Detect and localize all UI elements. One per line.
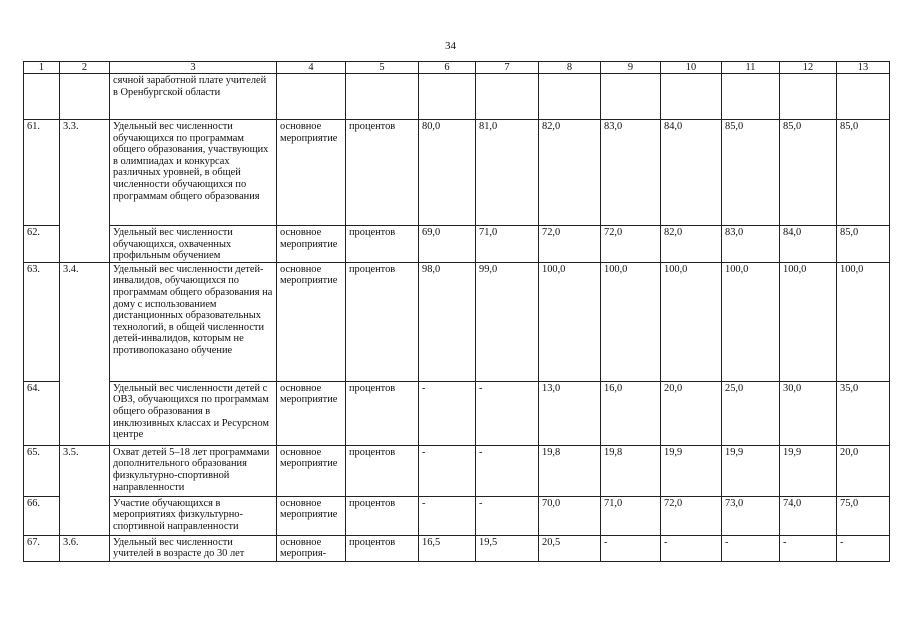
value-cell: 13,0 [539,381,601,445]
value-cell: 71,0 [476,226,539,263]
indicator-type: основное мероприятие [277,445,346,496]
section-number [60,74,110,120]
table-row [24,535,890,561]
value-cell: 19,9 [780,445,837,496]
indicator-unit: процентов [346,535,419,561]
col-header: 3 [110,62,277,74]
row-number: 66. [24,496,60,535]
col-header: 11 [722,62,780,74]
value-cell: 35,0 [837,381,890,445]
value-cell: - [601,535,661,561]
value-cell: 84,0 [780,226,837,263]
value-cell: 20,0 [661,381,722,445]
value-cell [601,74,661,120]
table-row [24,262,890,381]
col-header: 2 [60,62,110,74]
col-header: 5 [346,62,419,74]
value-cell: - [476,496,539,535]
col-header: 4 [277,62,346,74]
value-cell: - [476,381,539,445]
col-header: 1 [24,62,60,74]
value-cell: 100,0 [837,262,890,381]
indicator-name: Удельный вес численности детей с ОВЗ, обучающихся по программам общего образования в инклюзивных классах и Ресурсном центре [110,381,277,445]
col-header: 13 [837,62,890,74]
value-cell: 19,9 [661,445,722,496]
value-cell: 16,5 [419,535,476,561]
value-cell: - [722,535,780,561]
section-number: 3.5. [60,445,110,535]
table-row [24,74,890,120]
indicators-table [23,61,890,562]
value-cell [837,74,890,120]
value-cell: 30,0 [780,381,837,445]
indicator-unit: процентов [346,120,419,226]
col-header: 9 [601,62,661,74]
indicator-type: основное мероприя- [277,535,346,561]
indicator-unit [346,74,419,120]
value-cell: - [661,535,722,561]
value-cell: 85,0 [837,120,890,226]
value-cell: - [476,445,539,496]
value-cell: 85,0 [722,120,780,226]
table-row [24,226,890,263]
row-number [24,74,60,120]
table-row [24,445,890,496]
value-cell: 19,8 [539,445,601,496]
value-cell: 72,0 [661,496,722,535]
indicator-unit: процентов [346,496,419,535]
value-cell [722,74,780,120]
value-cell: 100,0 [722,262,780,381]
value-cell: - [419,445,476,496]
value-cell: - [419,496,476,535]
indicator-unit: процентов [346,381,419,445]
value-cell: 82,0 [539,120,601,226]
indicator-type: основное мероприятие [277,496,346,535]
value-cell: 82,0 [661,226,722,263]
indicator-type [277,74,346,120]
indicator-type: основное мероприятие [277,120,346,226]
indicator-name: сячной заработной плате учителей в Оренбургской области [110,74,277,120]
value-cell: 83,0 [722,226,780,263]
header-row [24,62,890,74]
value-cell: 75,0 [837,496,890,535]
section-number: 3.4. [60,262,110,445]
indicator-name: Охват детей 5–18 лет программами дополнительного образования физкультурно-спортивной направленности [110,445,277,496]
col-header: 6 [419,62,476,74]
value-cell: 72,0 [601,226,661,263]
value-cell: - [419,381,476,445]
page-number: 34 [445,40,456,52]
indicator-name: Удельный вес численности детей-инвалидов, обучающихся по программам общего образования на дому с использованием дистанционных образовательных технологий, в общей численности детей-инвалидов, которым не противопоказано обучение [110,262,277,381]
indicator-name: Удельный вес численности учителей в возрасте до 30 лет [110,535,277,561]
value-cell: 69,0 [419,226,476,263]
value-cell [780,74,837,120]
indicator-type: основное мероприятие [277,262,346,381]
indicator-type: основное мероприятие [277,381,346,445]
value-cell: 98,0 [419,262,476,381]
value-cell: 83,0 [601,120,661,226]
col-header: 7 [476,62,539,74]
value-cell [476,74,539,120]
col-header: 12 [780,62,837,74]
value-cell: 74,0 [780,496,837,535]
indicator-unit: процентов [346,226,419,263]
value-cell: 85,0 [837,226,890,263]
value-cell: 100,0 [601,262,661,381]
value-cell: 100,0 [661,262,722,381]
value-cell: 100,0 [780,262,837,381]
value-cell: 85,0 [780,120,837,226]
value-cell [419,74,476,120]
table-row [24,496,890,535]
col-header: 8 [539,62,601,74]
section-number: 3.3. [60,120,110,263]
value-cell: 80,0 [419,120,476,226]
value-cell: 71,0 [601,496,661,535]
row-number: 64. [24,381,60,445]
value-cell: 20,5 [539,535,601,561]
row-number: 63. [24,262,60,381]
col-header: 10 [661,62,722,74]
indicator-type: основное мероприятие [277,226,346,263]
value-cell: 84,0 [661,120,722,226]
value-cell: 16,0 [601,381,661,445]
value-cell: 20,0 [837,445,890,496]
value-cell [539,74,601,120]
row-number: 61. [24,120,60,226]
value-cell: 99,0 [476,262,539,381]
value-cell: 25,0 [722,381,780,445]
indicator-name: Участие обучающихся в мероприятиях физкультурно-спортивной направленности [110,496,277,535]
table-row [24,381,890,445]
value-cell: 70,0 [539,496,601,535]
indicator-unit: процентов [346,262,419,381]
value-cell: 19,9 [722,445,780,496]
indicator-name: Удельный вес численности обучающихся по программам общего образования, участвующих в олимпиадах и конкурсах различных уровней, в общей численности обучающихся по программам общего образования [110,120,277,226]
value-cell: - [837,535,890,561]
value-cell: - [780,535,837,561]
indicator-name: Удельный вес численности обучающихся, охваченных профильным обучением [110,226,277,263]
value-cell: 81,0 [476,120,539,226]
value-cell: 19,8 [601,445,661,496]
row-number: 67. [24,535,60,561]
row-number: 65. [24,445,60,496]
table-row [24,120,890,226]
value-cell: 100,0 [539,262,601,381]
section-number: 3.6. [60,535,110,561]
value-cell: 72,0 [539,226,601,263]
value-cell [661,74,722,120]
row-number: 62. [24,226,60,263]
value-cell: 73,0 [722,496,780,535]
value-cell: 19,5 [476,535,539,561]
indicator-unit: процентов [346,445,419,496]
